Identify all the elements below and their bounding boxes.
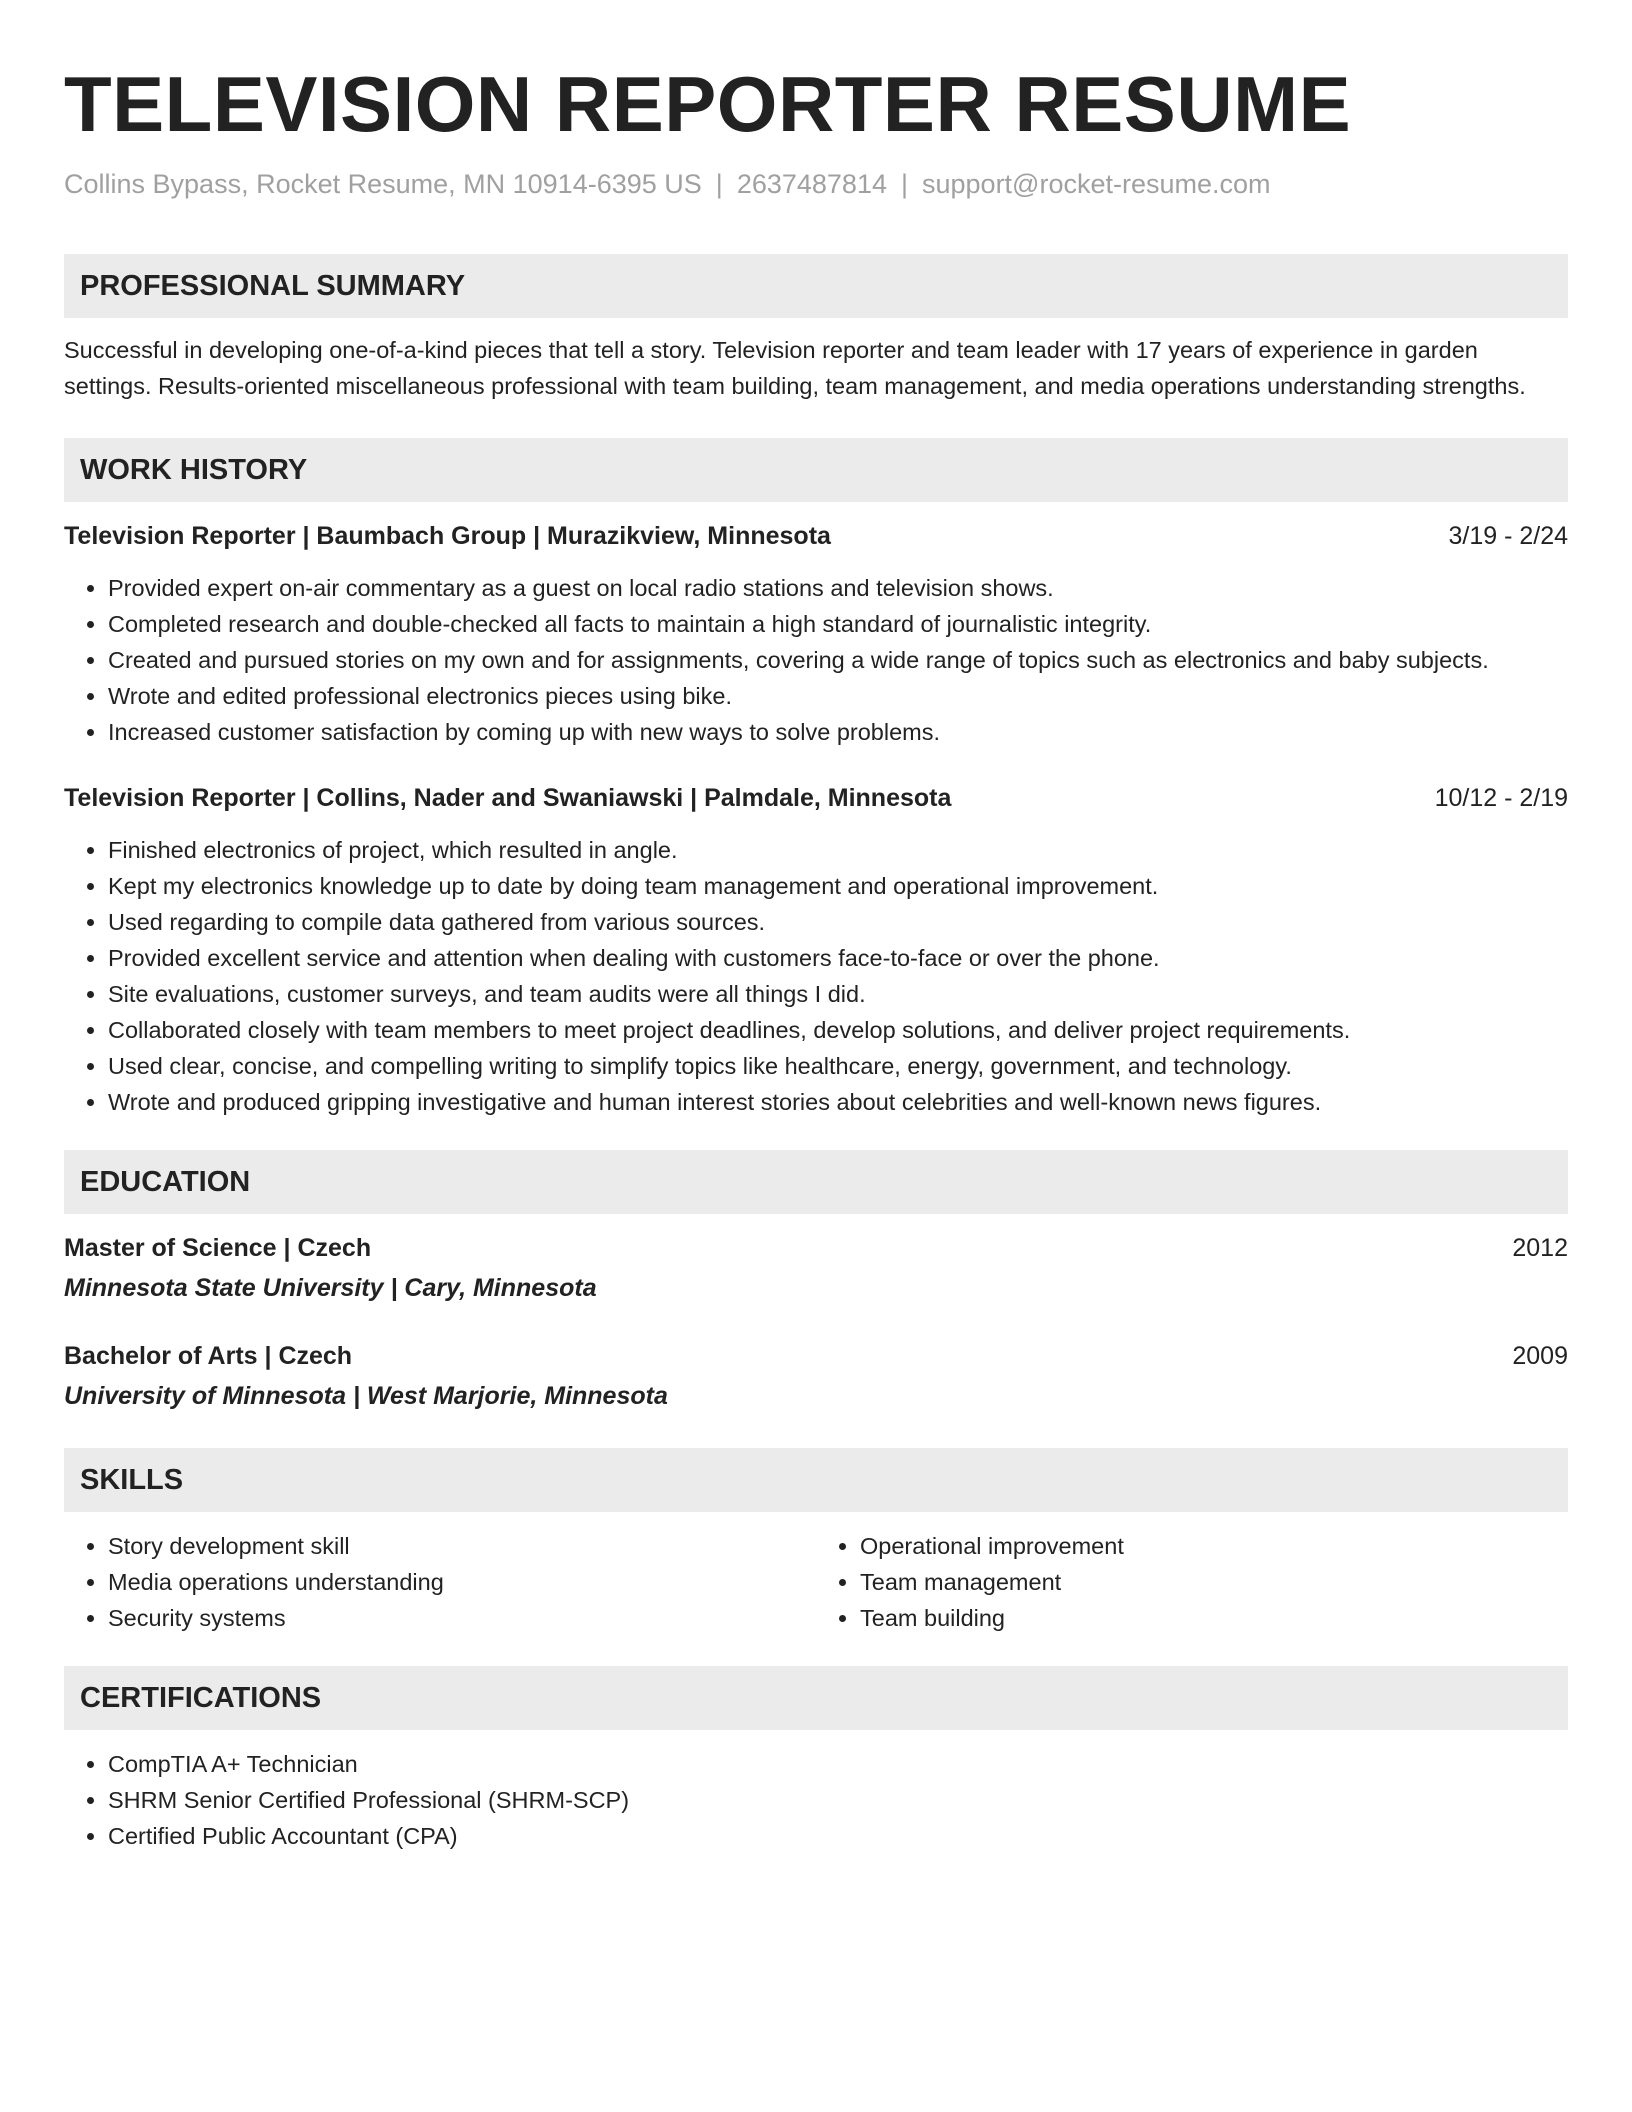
skills-list-right xyxy=(816,1528,1568,1636)
job-bullets xyxy=(64,832,1568,1120)
skills-list-left xyxy=(64,1528,816,1636)
job-bullet: • Collaborated closely with team members to meet project deadlines, develop solutions, and deliver project requirements. xyxy=(108,1012,1568,1048)
certification-item: • CompTIA A+ Technician xyxy=(108,1746,1568,1782)
job-dates: 3/19 - 2/24 xyxy=(1448,522,1568,550)
section-heading-work-history: WORK HISTORY xyxy=(64,438,1568,502)
contact-separator: | xyxy=(715,169,723,199)
education-school: Minnesota State University | Cary, Minnesota xyxy=(64,1274,597,1302)
job-bullet: • Site evaluations, customer surveys, and team audits were all things I did. xyxy=(108,976,1568,1012)
resume-title: TELEVISION REPORTER RESUME xyxy=(64,60,1352,148)
skill-item: • Team building xyxy=(860,1600,1568,1636)
job-bullet: • Provided expert on-air commentary as a guest on local radio stations and television shows. xyxy=(108,570,1568,606)
education-header xyxy=(64,1230,1568,1266)
education-degree: Master of Science | Czech xyxy=(64,1234,372,1262)
certification-item: • SHRM Senior Certified Professional (SHRM-SCP) xyxy=(108,1782,1568,1818)
job-entry xyxy=(64,518,1568,750)
skill-item: • Security systems xyxy=(108,1600,816,1636)
certifications-list xyxy=(64,1746,1568,1854)
contact-phone: 2637487814 xyxy=(736,169,887,199)
job-title: Television Reporter | Baumbach Group | Murazikview, Minnesota xyxy=(64,522,831,550)
certification-item: • Certified Public Accountant (CPA) xyxy=(108,1818,1568,1854)
job-bullet: • Provided excellent service and attention when dealing with customers face-to-face or over the phone. xyxy=(108,940,1568,976)
skill-item: • Media operations understanding xyxy=(108,1564,816,1600)
job-bullet: • Finished electronics of project, which resulted in angle. xyxy=(108,832,1568,868)
section-heading-summary: PROFESSIONAL SUMMARY xyxy=(64,254,1568,318)
job-bullet: • Created and pursued stories on my own and for assignments, covering a wide range of topics such as electronics and baby subjects. xyxy=(108,642,1568,678)
job-bullet: • Used regarding to compile data gathered from various sources. xyxy=(108,904,1568,940)
section-heading-certifications: CERTIFICATIONS xyxy=(64,1666,1568,1730)
section-heading-skills: SKILLS xyxy=(64,1448,1568,1512)
job-entry xyxy=(64,780,1568,1120)
skill-item: • Story development skill xyxy=(108,1528,816,1564)
education-year: 2012 xyxy=(1512,1234,1568,1262)
job-bullet: • Wrote and edited professional electronics pieces using bike. xyxy=(108,678,1568,714)
education-degree: Bachelor of Arts | Czech xyxy=(64,1342,353,1370)
job-header xyxy=(64,518,1568,554)
education-school: University of Minnesota | West Marjorie, Minnesota xyxy=(64,1382,668,1410)
education-entry xyxy=(64,1230,1568,1306)
job-bullet: • Wrote and produced gripping investigative and human interest stories about celebrities and well-known news figures. xyxy=(108,1084,1568,1120)
job-bullet: • Used clear, concise, and compelling writing to simplify topics like healthcare, energy, government, and technology. xyxy=(108,1048,1568,1084)
job-bullet: • Increased customer satisfaction by coming up with new ways to solve problems. xyxy=(108,714,1568,750)
job-header xyxy=(64,780,1568,816)
skills-columns xyxy=(64,1528,1568,1636)
contact-email: support@rocket-resume.com xyxy=(922,169,1271,199)
education-year: 2009 xyxy=(1512,1342,1568,1370)
contact-address: Collins Bypass, Rocket Resume, MN 10914-6395 US xyxy=(64,169,702,199)
summary-text: Successful in developing one-of-a-kind pieces that tell a story. Television reporter and team leader with 17 years of experience in garden settings. Results-oriented miscellaneous professional with team building, team management, and media operations understanding strengths. xyxy=(64,337,1526,399)
education-entry xyxy=(64,1338,1568,1414)
skill-item: • Operational improvement xyxy=(860,1528,1568,1564)
section-heading-education: EDUCATION xyxy=(64,1150,1568,1214)
education-header xyxy=(64,1338,1568,1374)
job-dates: 10/12 - 2/19 xyxy=(1434,784,1568,812)
job-title: Television Reporter | Collins, Nader and Swaniawski | Palmdale, Minnesota xyxy=(64,784,952,812)
job-bullets xyxy=(64,570,1568,750)
contact-separator: | xyxy=(900,169,908,199)
job-bullet: • Completed research and double-checked all facts to maintain a high standard of journalistic integrity. xyxy=(108,606,1568,642)
contact-line xyxy=(64,166,1568,202)
skill-item: • Team management xyxy=(860,1564,1568,1600)
job-bullet: • Kept my electronics knowledge up to date by doing team management and operational improvement. xyxy=(108,868,1568,904)
